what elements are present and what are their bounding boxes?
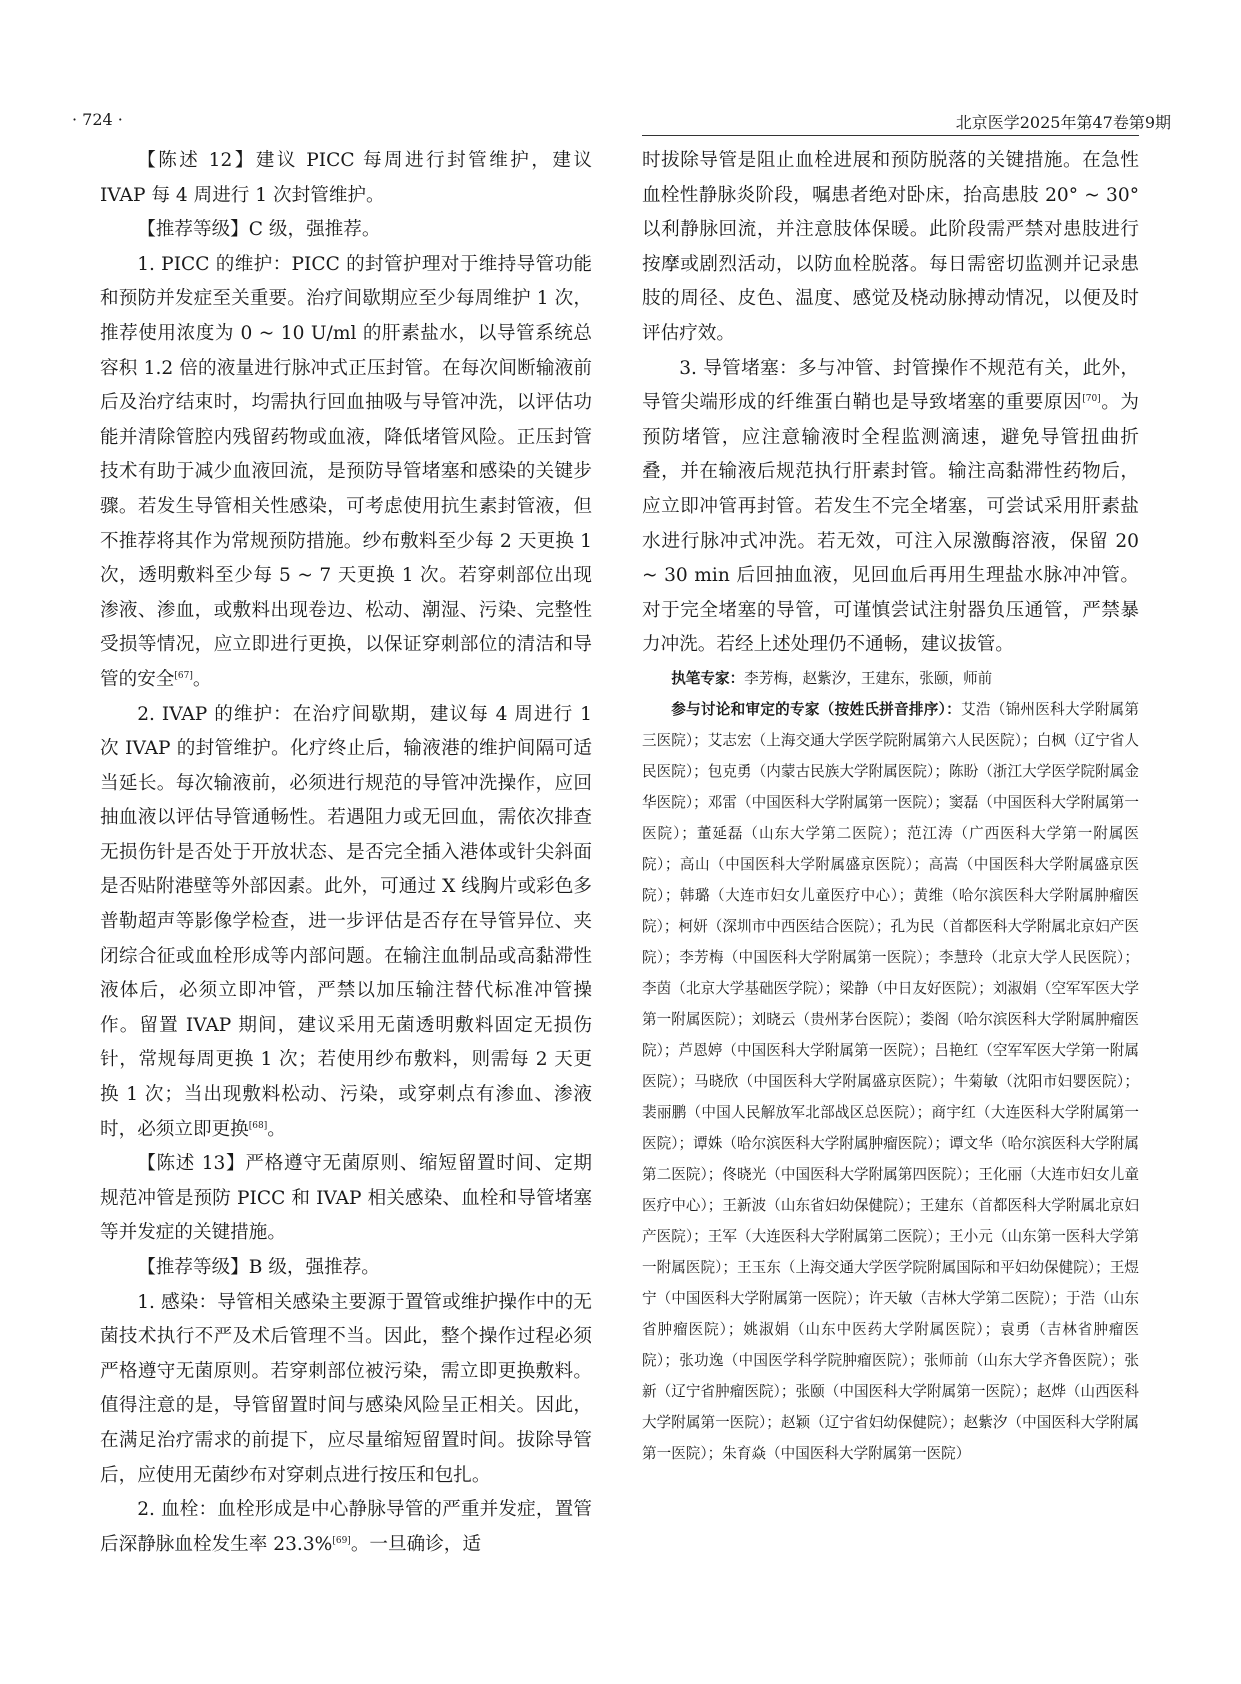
paragraph-ivap-maintenance [100, 698, 592, 1148]
statement-12 [100, 144, 592, 213]
page-number: · 724 · [72, 110, 123, 129]
citation: [67] [174, 670, 193, 681]
statement-13-tag: 【陈述 13】 [137, 1153, 246, 1175]
citation: [70] [1082, 393, 1101, 404]
grade-text: C 级，强推荐。 [248, 219, 381, 241]
experts-list: 艾浩（锦州医科大学附属第三医院）；艾志宏（上海交通大学医学院附属第六人民医院）；白枫（辽宁省人民医院）；包克勇（内蒙古民族大学附属医院）；陈盼（浙江大学医学院附属金华医院）；邓雷（中国医科大学附属第一医院）；窦磊（中国医科大学附属第一医院）；董延磊（山东大学第二医院）；范江涛（广西医科大学第一附属医院）；高山（中国医科大学附属盛京医院）；高嵩（中国医科大学附属盛京医院）；韩璐（大连市妇女儿童医疗中心）；黄维（哈尔滨医科大学附属肿瘤医院）；柯妍（深圳市中西医结合医院）；孔为民（首都医科大学附属北京妇产医院）；李芳梅（中国医科大学附属第一医院）；李慧玲（北京大学人民医院）；李茵（北京大学基础医学院）；梁静（中日友好医院）；刘淑娟（空军军医大学第一附属医院）；刘晓云（贵州茅台医院）；娄阁（哈尔滨医科大学附属肿瘤医院）；芦恩婷（中国医科大学附属第一医院）；吕艳红（空军军医大学第一附属医院）；马晓欣（中国医科大学附属盛京医院）；牛菊敏（沈阳市妇婴医院）；裴丽鹏（中国人民解放军北部战区总医院）；商宇红（大连医科大学附属第一医院）；谭姝（哈尔滨医科大学附属肿瘤医院）；谭文华（哈尔滨医科大学附属第二医院）；佟晓光（中国医科大学附属第四医院）；王化丽（大连市妇女儿童医疗中心）；王新波（山东省妇幼保健院）；王建东（首都医科大学附属北京妇产医院）；王军（大连医科大学附属第二医院）；王小元（山东第一医科大学第一附属医院）；王玉东（上海交通大学医学院附属国际和平妇幼保健院）；王煜宁（中国医科大学附属第一医院）；许天敏（吉林大学第二医院）；于浩（山东省肿瘤医院）；姚淑娟（山东中医药大学附属医院）；袁勇（吉林省肿瘤医院）；张功逸（中国医学科学院肿瘤医院）；张师前（山东大学齐鲁医院）；张新（辽宁省肿瘤医院）；张颐（中国医科大学附属第一医院）；赵烨（山西医科大学附属第一医院）；赵颖（辽宁省妇幼保健院）；赵紫汐（中国医科大学附属第一医院）；朱育焱（中国医科大学附属第一医院） [642, 700, 1139, 1462]
paragraph-thrombosis-cont: 时拔除导管是阻止血栓进展和预防脱落的关键措施。在急性血栓性静脉炎阶段，嘱患者绝对卧床，抬高患肢 20° ~ 30° 以利静脉回流，并注意肢体保暖。此阶段需严禁对患肢进行按摩或剧烈活动，以防血栓脱落。每日需密切监测并记录患肢的周径、皮色、温度、感觉及桡动脉搏动情况，以便及时评估疗效。 [642, 150, 1139, 344]
review-experts [642, 694, 1139, 1469]
statement-12-tag: 【陈述 12】 [137, 150, 256, 171]
experts-label: 参与讨论和审定的专家（按姓氏拼音排序）： [671, 700, 961, 718]
writers-label: 执笔专家： [671, 669, 745, 687]
paragraph-text: 1. PICC 的维护：PICC 的封管护理对于维持导管功能和预防并发症至关重要。治疗间歇期应至少每周维护 1 次，推荐使用浓度为 0 ~ 10 U/ml 的肝素盐水，以导管系统总容积 1.2 倍的液量进行脉冲式正压封管。在每次间断输液前后及治疗结束时，均需执行回血抽吸与导管冲洗，以评估功能并清除管腔内残留药物或血液，降低堵管风险。正压封管技术有助于减少血液回流，是预防导管堵塞和感染的关键步骤。若发生导管相关性感染，可考虑使用抗生素封管液，但不推荐将其作为常规预防措施。纱布敷料至少每 2 天更换 1 次，透明敷料至少每 5 ~ 7 天更换 1 次。若穿刺部位出现渗液、渗血，或敷料出现卷边、松动、潮湿、污染、完整性受损等情况，应立即进行更换，以保证穿刺部位的清洁和导管的安全 [100, 253, 592, 690]
citation: [68] [248, 1120, 268, 1131]
statement-12-text: 建议 PICC 每周进行封管维护，建议 IVAP 每 4 周进行 1 次封管维护。 [100, 150, 592, 206]
paragraph-thrombosis-start [100, 1493, 592, 1562]
paragraph-text: 2. 血栓：血栓形成是中心静脉导管的严重并发症，置管后深静脉血栓发生率 23.3% [100, 1499, 592, 1555]
grade-tag: 【推荐等级】 [137, 219, 249, 241]
writers-list: 李芳梅，赵紫汐，王建东，张颐，师前 [744, 669, 993, 687]
citation: [69] [332, 1535, 351, 1546]
header-rule [642, 135, 1139, 136]
statement-12-grade [100, 213, 592, 248]
grade-text: B 级，强推荐。 [248, 1257, 380, 1278]
grade-tag: 【推荐等级】 [137, 1257, 249, 1278]
statement-13-text: 严格遵守无菌原则、缩短留置时间、定期规范冲管是预防 PICC 和 IVAP 相关感染、血栓和导管堵塞等并发症的关键措施。 [100, 1153, 592, 1244]
left-column [100, 144, 592, 1562]
paragraph-end: 。 [192, 668, 212, 690]
paragraph-picc-maintenance [100, 248, 592, 698]
journal-issue: 北京医学2025年第47卷第9期 [955, 113, 1171, 132]
paragraph-text-cont: 。一旦确诊，适 [350, 1533, 481, 1555]
paragraph-text: 2. IVAP 的维护：在治疗间歇期，建议每 4 周进行 1 次 IVAP 的封管维护。化疗终止后，输液港的维护间隔可适当延长。每次输液前，必须进行规范的导管冲洗操作，应回抽血液以评估导管通畅性。若遇阻力或无回血，需依次排查无损伤针是否处于开放状态、是否完全插入港体或针尖斜面是否贴附港壁等外部因素。此外，可通过 X 线胸片或彩色多普勒超声等影像学检查，进一步评估是否存在导管异位、夹闭综合征或血栓形成等内部问题。在输注血制品或高黏滞性液体后，必须立即冲管，严禁以加压输注替代标准冲管操作。留置 IVAP 期间，建议采用无菌透明敷料固定无损伤针，常规每周更换 1 次；若使用纱布敷料，则需每 2 天更换 1 次；当出现敷料松动、污染，或穿刺点有渗血、渗液时，必须立即更换 [100, 703, 592, 1140]
statement-13-grade [100, 1251, 592, 1286]
paragraph-occlusion [642, 352, 1139, 663]
right-column [642, 144, 1139, 1469]
paragraph-infection: 1. 感染：导管相关感染主要源于置管或维护操作中的无菌技术执行不严及术后管理不当。因此，整个操作过程必须严格遵守无菌原则。若穿刺部位被污染，需立即更换敷料。值得注意的是，导管留置时间与感染风险呈正相关。因此，在满足治疗需求的前提下，应尽量缩短留置时间。拔除导管后，应使用无菌纱布对穿刺点进行按压和包扎。 [100, 1291, 592, 1486]
paragraph-text-cont: 。为预防堵管，应注意输液时全程监测滴速，避免导管扭曲折叠，并在输液后规范执行肝素封管。输注高黏滞性药物后，应立即冲管再封管。若发生不完全堵塞，可尝试采用肝素盐水进行脉冲式冲洗。若无效，可注入尿激酶溶液，保留 20 ~ 30 min 后回抽血液，见回血后再用生理盐水脉冲冲管。对于完全堵塞的导管，可谨慎尝试注射器负压通管，严禁暴力冲洗。若经上述处理仍不通畅，建议拔管。 [642, 392, 1139, 656]
statement-13 [100, 1147, 592, 1251]
writing-experts [642, 663, 1139, 694]
paragraph-end: 。 [267, 1118, 286, 1140]
paragraph-text: 3. 导管堵塞：多与冲管、封管操作不规范有关，此外，导管尖端形成的纤维蛋白鞘也是导致堵塞的重要原因 [642, 357, 1139, 414]
